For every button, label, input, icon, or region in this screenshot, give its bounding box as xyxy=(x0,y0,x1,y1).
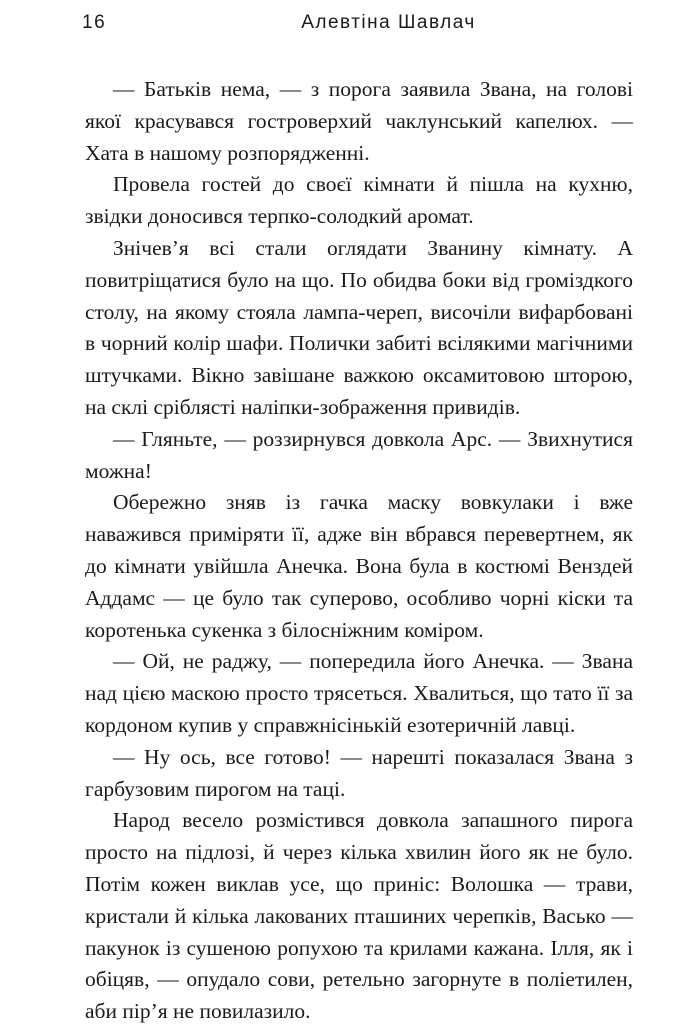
paragraph: — Ну ось, все готово! — нарешті показалася Звана з гарбузовим пирогом на таці. xyxy=(85,744,633,801)
author-name: Алевтіна Шавлач xyxy=(301,12,476,33)
paragraph: Народ весело розмістився довкола запашного пирога просто на підлозі, й через кілька хвилин його як не було. Потім кожен виклав усе, що приніс: Волошка — трави, кристали й кілька лакованих пташиних черепків, Васько — пакунок із сушеною ропухою та крилами кажана. Ілля, як і обіцяв, — опудало сови, ретельно загорнуте в поліетилен, аби пір’я не повилазило. xyxy=(85,808,633,1024)
paragraph: — Батьків нема, — з порога заявила Звана, на голові якої красувався гостроверхий чаклунський капелюх. — Хата в нашому розпорядженні. xyxy=(85,77,633,165)
running-head xyxy=(82,12,635,40)
paragraph: Обережно зняв із гачка маску вовкулаки і вже наважився приміряти її, адже він вбрався перевертнем, як до кімнати увійшла Анечка. Вона була в костюмі Венздей Аддамс — це було так суперово, особливо чорні кіски та коротенька сукенка з білосніжним коміром. xyxy=(85,490,633,642)
page-number: 16 xyxy=(82,12,107,33)
body-text xyxy=(85,74,633,1028)
paragraph: Провела гостей до своєї кімнати й пішла на кухню, звідки доносився терпко-солодкий аромат. xyxy=(85,172,633,229)
paragraph: — Ой, не раджу, — попередила його Анечка. — Звана над цією маскою просто трясеться. Хвалиться, що тато її за кордоном купив у справжнісінькій езотеричній лавці. xyxy=(85,649,633,737)
paragraph: — Гляньте, — роззирнувся довкола Арс. — Звихнутися можна! xyxy=(85,426,633,483)
paragraph: Знічев’я всі стали оглядати Званину кімнату. А повитріщатися було на що. По обидва боки від громіздкого столу, на якому стояла лампа-череп, височіли вифарбовані в чорний колір шафи. Полички забиті всілякими магічними штучками. Вікно завішане важкою оксамитовою шторою, на склі сріблясті наліпки-зображення привидів. xyxy=(85,235,633,419)
